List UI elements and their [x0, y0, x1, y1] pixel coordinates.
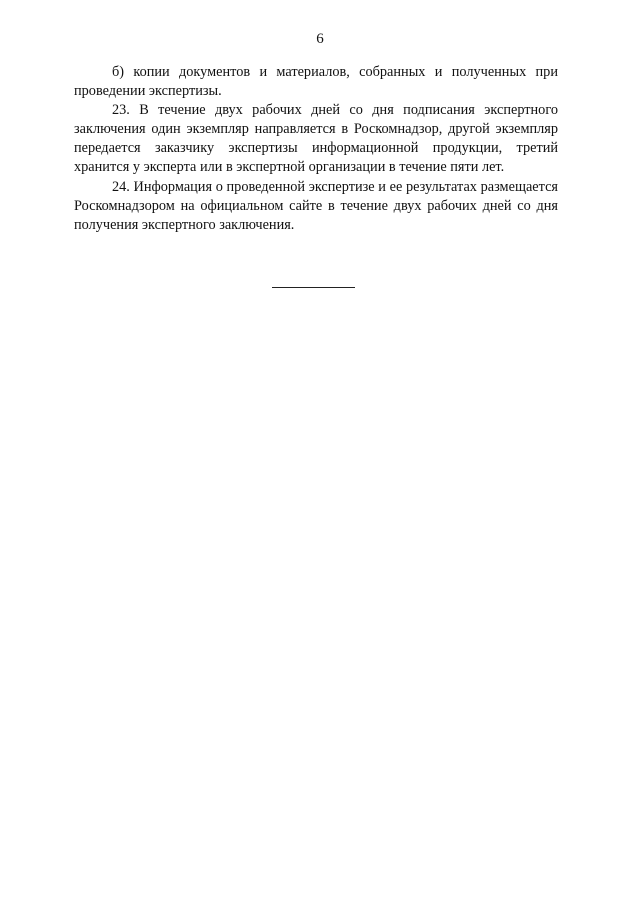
paragraph-b-copies: б) копии документов и материалов, собранных и полученных при проведении экспертизы. — [74, 64, 558, 100]
paragraph-23: 23. В течение двух рабочих дней со дня подписания экспертного заключения один экземпляр направляется в Роскомнадзор, другой экземпляр передается заказчику экспертизы информационной продукции, третий хранится у эксперта или в экспертной организации в течение пяти лет. — [74, 102, 558, 176]
end-separator-line — [272, 287, 355, 288]
paragraph-24: 24. Информация о проведенной экспертизе и ее результатах размещается Роскомнадзором на официальном сайте в течение двух рабочих дней со дня получения экспертного заключения. — [74, 178, 558, 233]
document-body — [74, 63, 558, 235]
page-number: 6 — [316, 31, 324, 47]
